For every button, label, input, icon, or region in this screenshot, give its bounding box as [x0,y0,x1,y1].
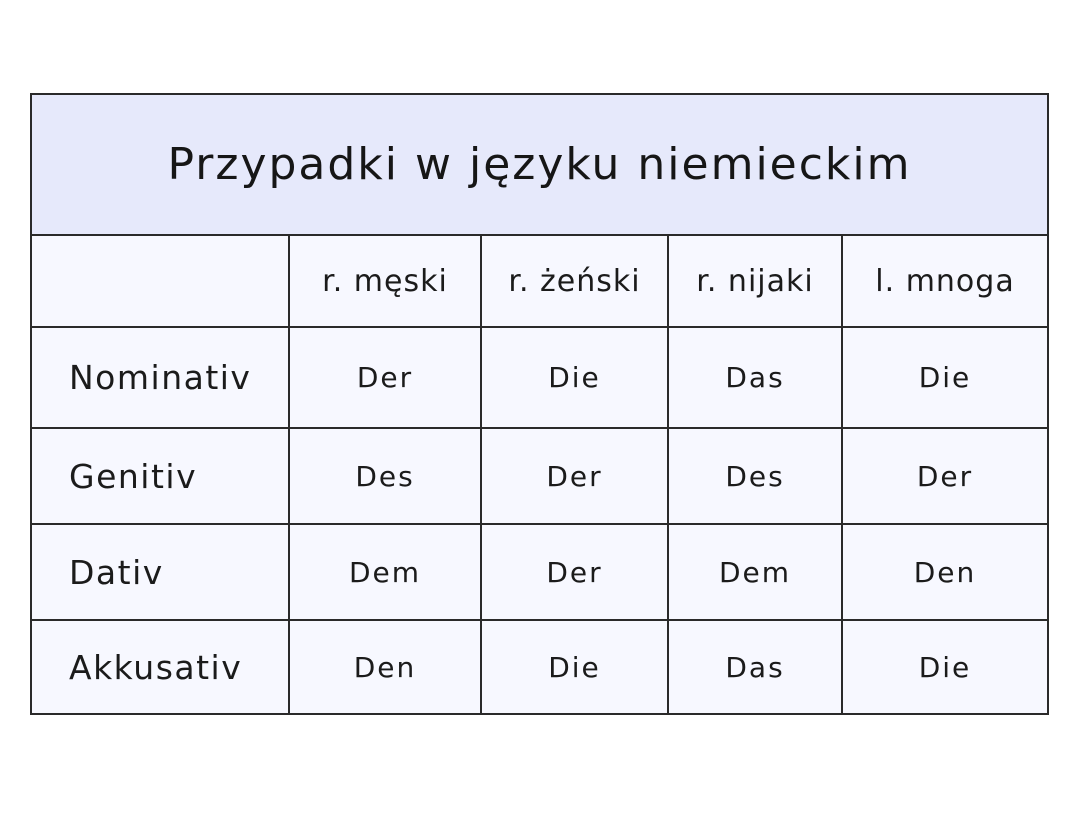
table-title: Przypadki w języku niemieckim [32,95,1047,236]
table-cell: Die [843,621,1047,713]
table-cell: Die [843,328,1047,429]
table-cell: Des [669,429,843,525]
column-header-feminine: r. żeński [482,236,669,328]
table-cell: Das [669,328,843,429]
table-cell: Dem [290,525,482,621]
table-cell: Der [843,429,1047,525]
table-cell: Die [482,328,669,429]
case-table [30,93,1049,715]
table-cell: Der [482,525,669,621]
column-header-plural: l. mnoga [843,236,1047,328]
column-header-masculine: r. męski [290,236,482,328]
table-cell: Dem [669,525,843,621]
table-cell: Der [290,328,482,429]
table-cell: Das [669,621,843,713]
corner-cell [32,236,290,328]
row-header-genitiv: Genitiv [32,429,290,525]
row-header-akkusativ: Akkusativ [32,621,290,713]
column-header-neuter: r. nijaki [669,236,843,328]
row-header-nominativ: Nominativ [32,328,290,429]
table-cell: Die [482,621,669,713]
table-cell: Des [290,429,482,525]
table-cell: Der [482,429,669,525]
table-cell: Den [843,525,1047,621]
row-header-dativ: Dativ [32,525,290,621]
table-cell: Den [290,621,482,713]
